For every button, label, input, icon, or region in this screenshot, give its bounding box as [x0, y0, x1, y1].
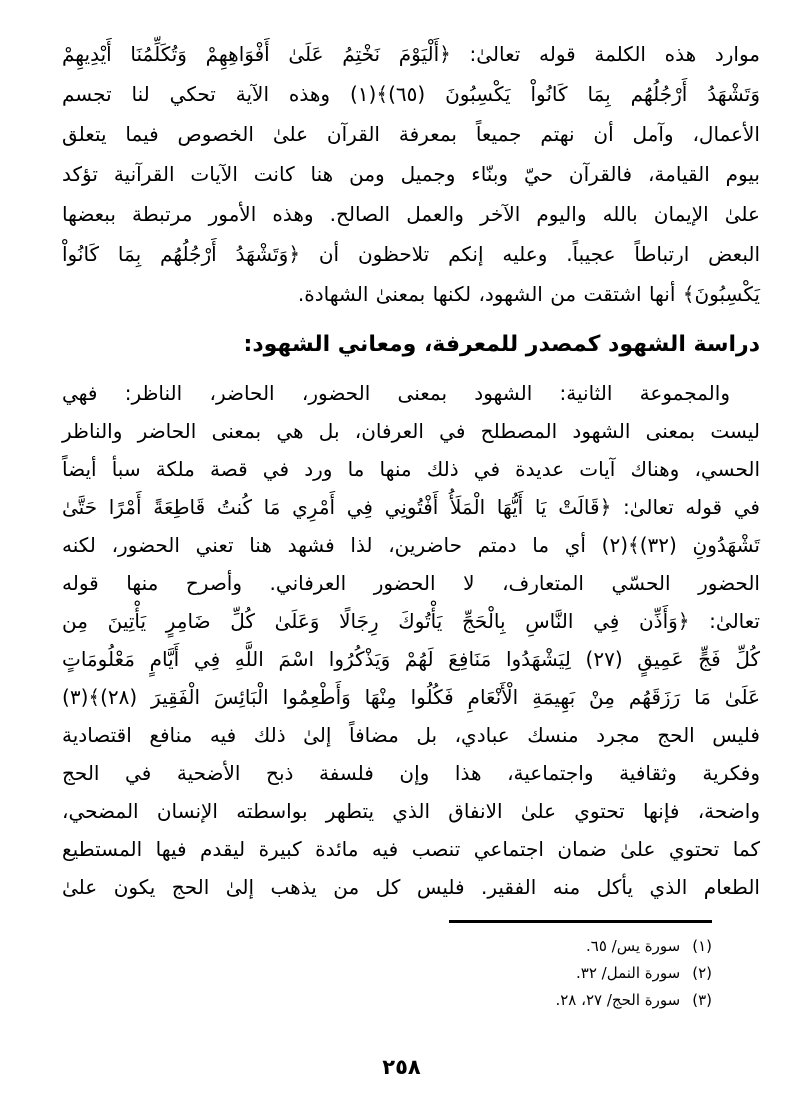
footnote-list: [62, 933, 760, 1014]
footnote-text: سورة الحج/ ٢٧، ٢٨.: [555, 991, 681, 1009]
paragraph-1: [62, 34, 760, 314]
footnote-text: سورة يس/ ٦٥.: [586, 937, 681, 955]
text-line: موارد هذه الكلمة قوله تعالىٰ: ﴿أَلْيَوْمَ نَخْتِمُ عَلَىٰ أَفْوَاهِهِمْ وَتُكَلِّمُنَا أَيْدِيهِمْ: [62, 42, 760, 66]
text-line: وفكرية وثقافية واجتماعية، هذا وإن فلسفة ذبح الأضحية في الحج: [62, 761, 760, 785]
text-line: الحسي، وهناك آيات عديدة في ذلك منها ما ورد في قصة ملكة سبأ أيضاً: [62, 457, 760, 481]
footnote: [62, 987, 712, 1014]
text-line: تَشْهَدُونِ (٣٢)﴾(٢) أي ما دمتم حاضرين، لذا فشهد هنا تعني الحضور، لكنه: [62, 533, 760, 557]
text-line: في قوله تعالىٰ: ﴿قَالَتْ يَا أَيُّهَا الْمَلَأُ أَفْتُونِي فِي أَمْرِي مَا كُنتُ قَاطِعَةً أَمْرًا حَتَّىٰ: [62, 495, 760, 519]
text-line: بيوم القيامة، فالقرآن حيّ وبنّاء وجميل ومن هنا كانت الآيات القرآنية تؤكد: [62, 162, 760, 186]
text-line: تعالىٰ: ﴿وَأَذِّن فِي النَّاسِ بِالْحَجِّ يَأْتُوكَ رِجَالًا وَعَلَىٰ كُلِّ ضَامِرٍ يَأْتِينَ مِن: [62, 609, 760, 633]
text-line: والمجموعة الثانية: الشهود بمعنى الحضور، الحاضر، الناظر: فهي: [62, 381, 730, 405]
text-line: الحضور الحسّي المتعارف، لا الحضور العرفاني. وأصرح منها قوله: [62, 571, 760, 595]
page-number: ٢٥٨: [382, 1055, 421, 1079]
section-heading: دراسة الشهود كمصدر للمعرفة، ومعاني الشهود:: [243, 332, 760, 357]
text-line: يَكْسِبُونَ﴾ أنها اشتقت من الشهود، لكنها بمعنىٰ الشهادة.: [297, 282, 760, 306]
footnote: [62, 933, 712, 960]
text-line: الأعمال، وآمل أن نهتم جميعاً بمعرفة القرآن علىٰ الخصوص فيما يتعلق: [62, 122, 760, 146]
footnote-marker: (١): [692, 937, 712, 955]
text-line: ليست بمعنى الشهود المصطلح في العرفان، بل هي بمعنى الحاضر والناظر: [62, 419, 760, 443]
text-line: علىٰ الإيمان بالله واليوم الآخر والعمل الصالح. وهذه الأمور مرتبطة ببعضها: [62, 202, 760, 226]
text-line: عَلَىٰ مَا رَزَقَهُم مِنْ بَهِيمَةِ الْأَنْعَامِ فَكُلُوا مِنْهَا وَأَطْعِمُوا الْبَائِسَ الْفَقِيرَ (٢٨)﴾(٣): [62, 685, 760, 709]
text-line: وَتَشْهَدُ أَرْجُلُهُم بِمَا كَانُواْ يَكْسِبُونَ (٦٥)﴾(١) وهذه الآية تحكي لنا تجسم: [62, 82, 760, 106]
text-line: واضحة، فإنها تحتوي علىٰ الانفاق الذي يتطهر بواسطته الإنسان المضحي،: [62, 799, 760, 823]
page-content: [62, 34, 760, 1014]
text-line: كما تحتوي علىٰ ضمان اجتماعي تنصب فيه مائدة كبيرة ليقدم فيها المستطيع: [62, 837, 760, 861]
text-line: البعض ارتباطاً عجيباً. وعليه إنكم تلاحظون أن ﴿وَتَشْهَدُ أَرْجُلُهُم بِمَا كَانُواْ: [62, 242, 760, 266]
paragraph-2: [62, 374, 760, 906]
footnote-separator: [449, 920, 712, 923]
footnote-text: سورة النمل/ ٣٢.: [576, 964, 681, 982]
text-line: كُلِّ فَجٍّ عَمِيقٍ (٢٧) لِيَشْهَدُوا مَنَافِعَ لَهُمْ وَيَذْكُرُوا اسْمَ اللَّهِ فِي أَيَّامٍ مَعْلُومَاتٍ: [62, 647, 761, 671]
footnote-marker: (٣): [692, 991, 712, 1009]
footnote-marker: (٢): [692, 964, 712, 982]
text-line: فليس الحج مجرد منسك عبادي، بل مضافاً إلىٰ ذلك فيه منافع اقتصادية: [62, 723, 760, 747]
text-line: الطعام الذي يأكل منه الفقير. فليس كل من يذهب إلىٰ الحج يكون علىٰ: [62, 875, 760, 899]
footnote: [62, 960, 712, 987]
